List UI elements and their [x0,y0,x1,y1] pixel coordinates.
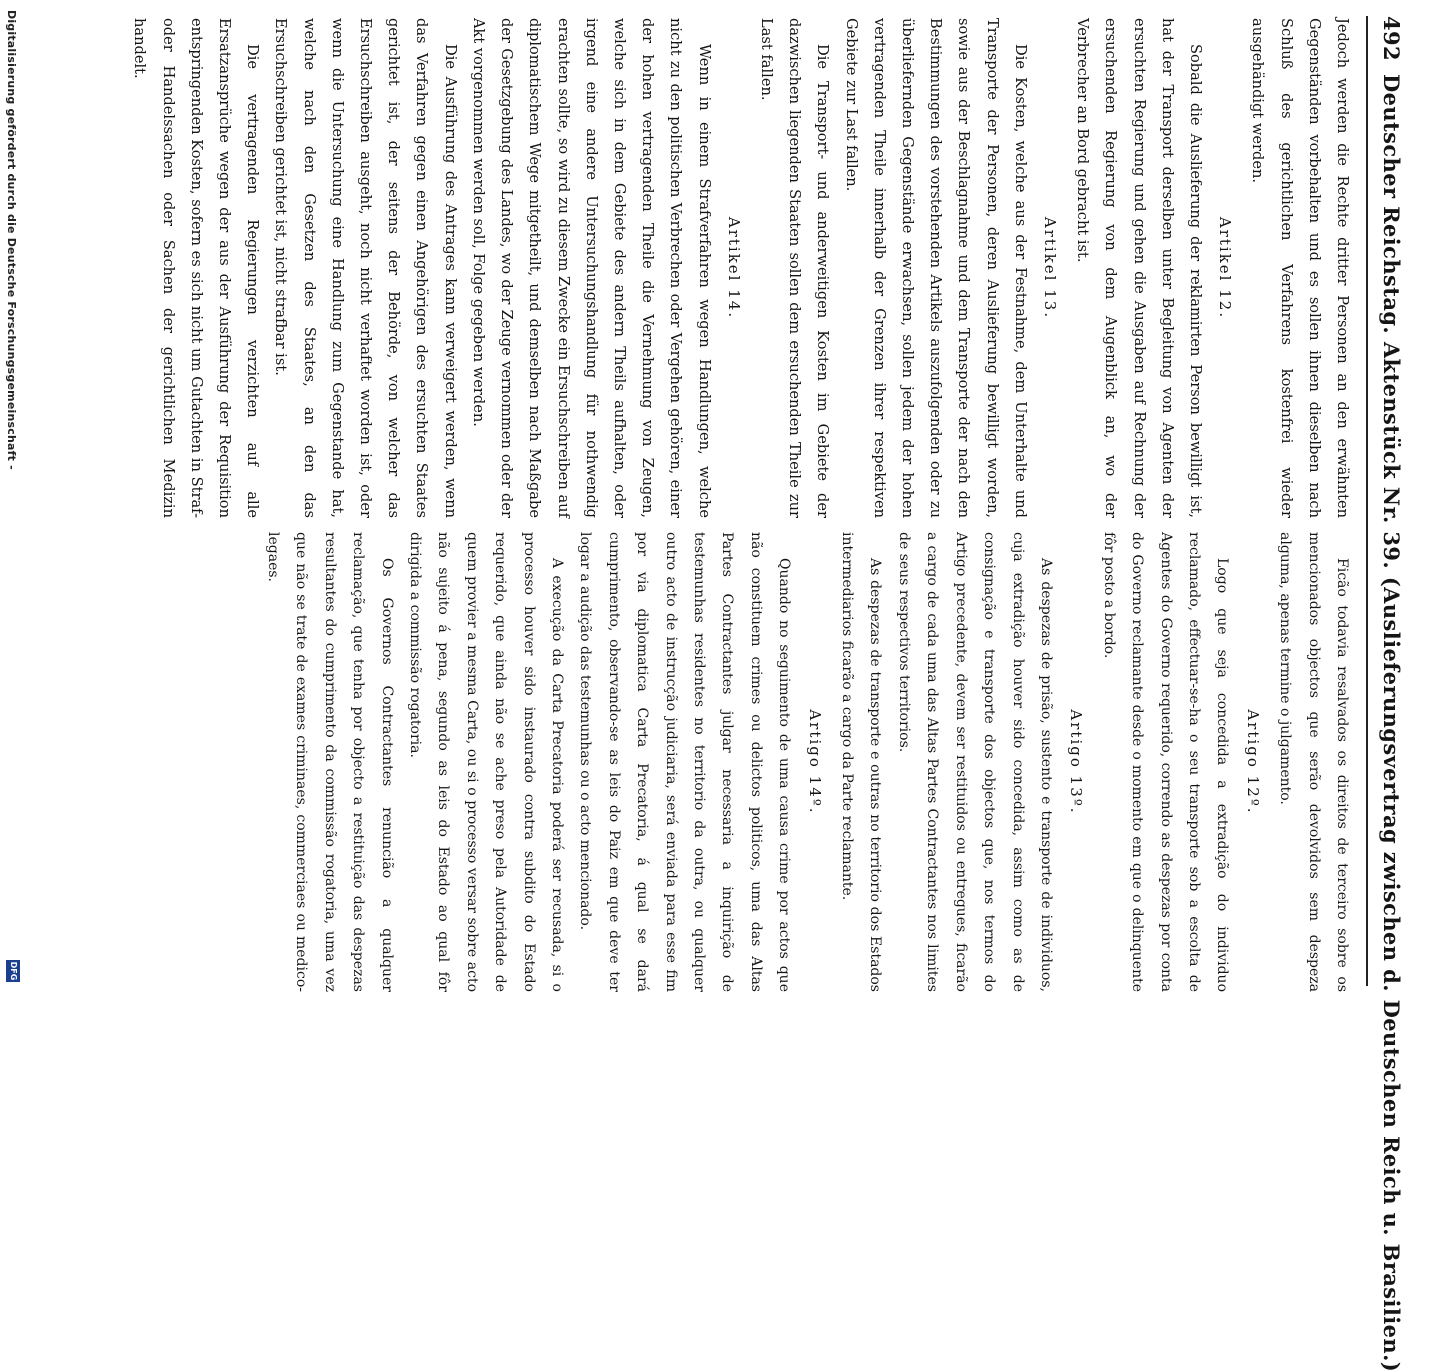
article-heading: Artigo 14º. [805,709,824,815]
paragraph: Sobald die Auslieferung der reklamirten Person bewilligt ist, hat der Transport derselben unter Begleitung von Agenten der ersuchten Regierung und gehen die Ausgaben auf Rechnung der ersuchenden Regierung von dem Augenblick an, wo der Verbrecher an Bord gebracht ist. [1074,18,1204,518]
paragraph: As despezas de prisão, sustento e transporte de individuos, cuja extradição houver sido concedida, assim como as de consignação e transporte dos objectos que, nos termos do Artigo precedente, devem ser restituidos ou entregues, ficarão a cargo de cada uma das Altas Partes Contractantes nos limites de seus respectivos territorios. [895,532,1054,992]
article-heading: Artikel 14. [724,216,743,320]
article-heading: Artigo 12º. [1243,709,1262,815]
running-title: Deutscher Reichstag. Aktenstück Nr. 39. (Auslieferungsvertrag zwischen d. Deutschen Reich u. Brasilien.) [1379,74,1404,1372]
article-heading: Artikel 13. [1040,216,1059,320]
page-number: 492 [1379,16,1404,62]
paragraph: Die Ausführung des Antrages kann verweigert werden, wenn das Verfahren gegen einen Angehörigen des ersuchten Staates gerichtet ist, der seitens der Behörde, von welcher das Ersuchschreiben ausgeht, noch nicht verhaftet worden ist, oder wenn die Untersuchung eine Handlung zum Gegenstande hat, welche nach den Gesetzen des Staates, an den das Ersuchschreiben gerichtet ist, nicht strafbar ist. [272,18,459,518]
paragraph: A execução da Carta Precatoria poderá ser recusada, si o processo houver sido instaurado contra subdito do Estado requerido, que ainda não se ache preso pela Autoridade de quem provier a mesma Carta, ou si o processo versar sobre acto não sujeito á pena, segundo as leis do Estado ao qual fôr dirigida a commissão rogatoria. [407,532,566,992]
german-column [125,18,1356,518]
paragraph: Ficão todavia resalvados os direitos de terceiro sobre os mencionados objectos que serão devolvidos sem despeza alguma, apenas termine o julgamento. [1277,532,1350,992]
portuguese-column [259,532,1356,992]
paragraph: Logo que seja concedida a extradição do individuo reclamado, effectuar-se-ha o seu transporte sob a escolta de Agentes do Governo requerido, correndo as despezas por conta do Governo reclamante desde o momento em que o delinquente fôr posto a bordo. [1100,532,1231,992]
paragraph: Die Transport- und anderweitigen Kosten im Gebiete der dazwischen liegenden Staaten sollen dem ersuchenden Theile zur Last fallen. [757,18,832,518]
paragraph: Os Governos Contractantes renuncião a qualquer reclamação, que tenha por objecto a restituição das despezas resultantes do cumprimento da commissão rogatoria, uma vez que não se trate de exames criminaes, commerciaes ou medico-legaes. [264,532,395,992]
page-header [1366,16,1410,1372]
article-heading: Artigo 13º. [1067,709,1086,815]
footer-text: Digitalisierung gefördert durch die Deutsche Forschungsgemeinschaft - [5,10,18,470]
digitization-footer [0,0,24,1000]
article-heading: Artikel 12. [1216,216,1235,320]
paragraph: Quando no seguimento de uma causa crime por actos que não constituem crimes ou delictos politicos, uma das Altas Partes Contractantes julgar necessaria a inquirição de testemunhas residentes no territorio da outra, ou qualquer outro acto de instrucção judiciaria, será enviada para esse fim por via diplomatica Carta Precatoria, á qual se dará cumprimento, observando-se as leis do Paiz em que deve ter logar a audição das testemunhas ou o acto mencionado. [577,532,793,992]
paragraph: As despezas de transporte e outras no territorio dos Estados intermediarios ficarão a cargo da Parte reclamante. [839,532,884,992]
paragraph: Wenn in einem Strafverfahren wegen Handlungen, welche nicht zu den politischen Verbrechen oder Vergehen gehören, einer der hohen vertragenden Theile die Vernehmung von Zeugen, welche sich in dem Gebiete des andern Theils aufhalten, oder irgend eine andere Untersuchungshandlung für nothwendig erachten sollte, so wird zu diesem Zwecke ein Ersuchschreiben auf diplomatischem Wege mitgetheilt, und demselben nach Maßgabe der Gesetzgebung des Landes, wo der Zeuge vernommen oder der Akt vorgenommen werden soll, Folge gegeben werden. [469,18,713,518]
dfg-logo: DFG [6,960,20,982]
paragraph: Jedoch werden die Rechte dritter Personen an den erwähnten Gegenständen vorbehalten und es sollen ihnen dieselben nach Schluß des gerichtlichen Verfahrens kostenfrei wieder ausgehändigt werden. [1249,18,1351,518]
paragraph: Die Kosten, welche aus der Festnahme, dem Unterhalte und Transporte der Personen, deren Auslieferung bewilligt worden, sowie aus der Beschlagnahme und dem Transporte der nach den Bestimmungen des vorstehenden Artikels auszufolgenden oder zu überliefernden Gegenstände erwachsen, sollen jedem der hohen vertragenden Theile innerhalb der Grenzen ihrer respektiven Gebiete zur Last fallen. [842,18,1029,518]
paragraph: Die vertragenden Regierungen verzichten auf alle Ersatzansprüche wegen der aus der Ausführung der Requisition entspringenden Kosten, sofern es sich nicht um Gutachten in Straf- oder Handelssachen oder Sachen der gerichtlichen Medizin handelt. [131,18,262,518]
